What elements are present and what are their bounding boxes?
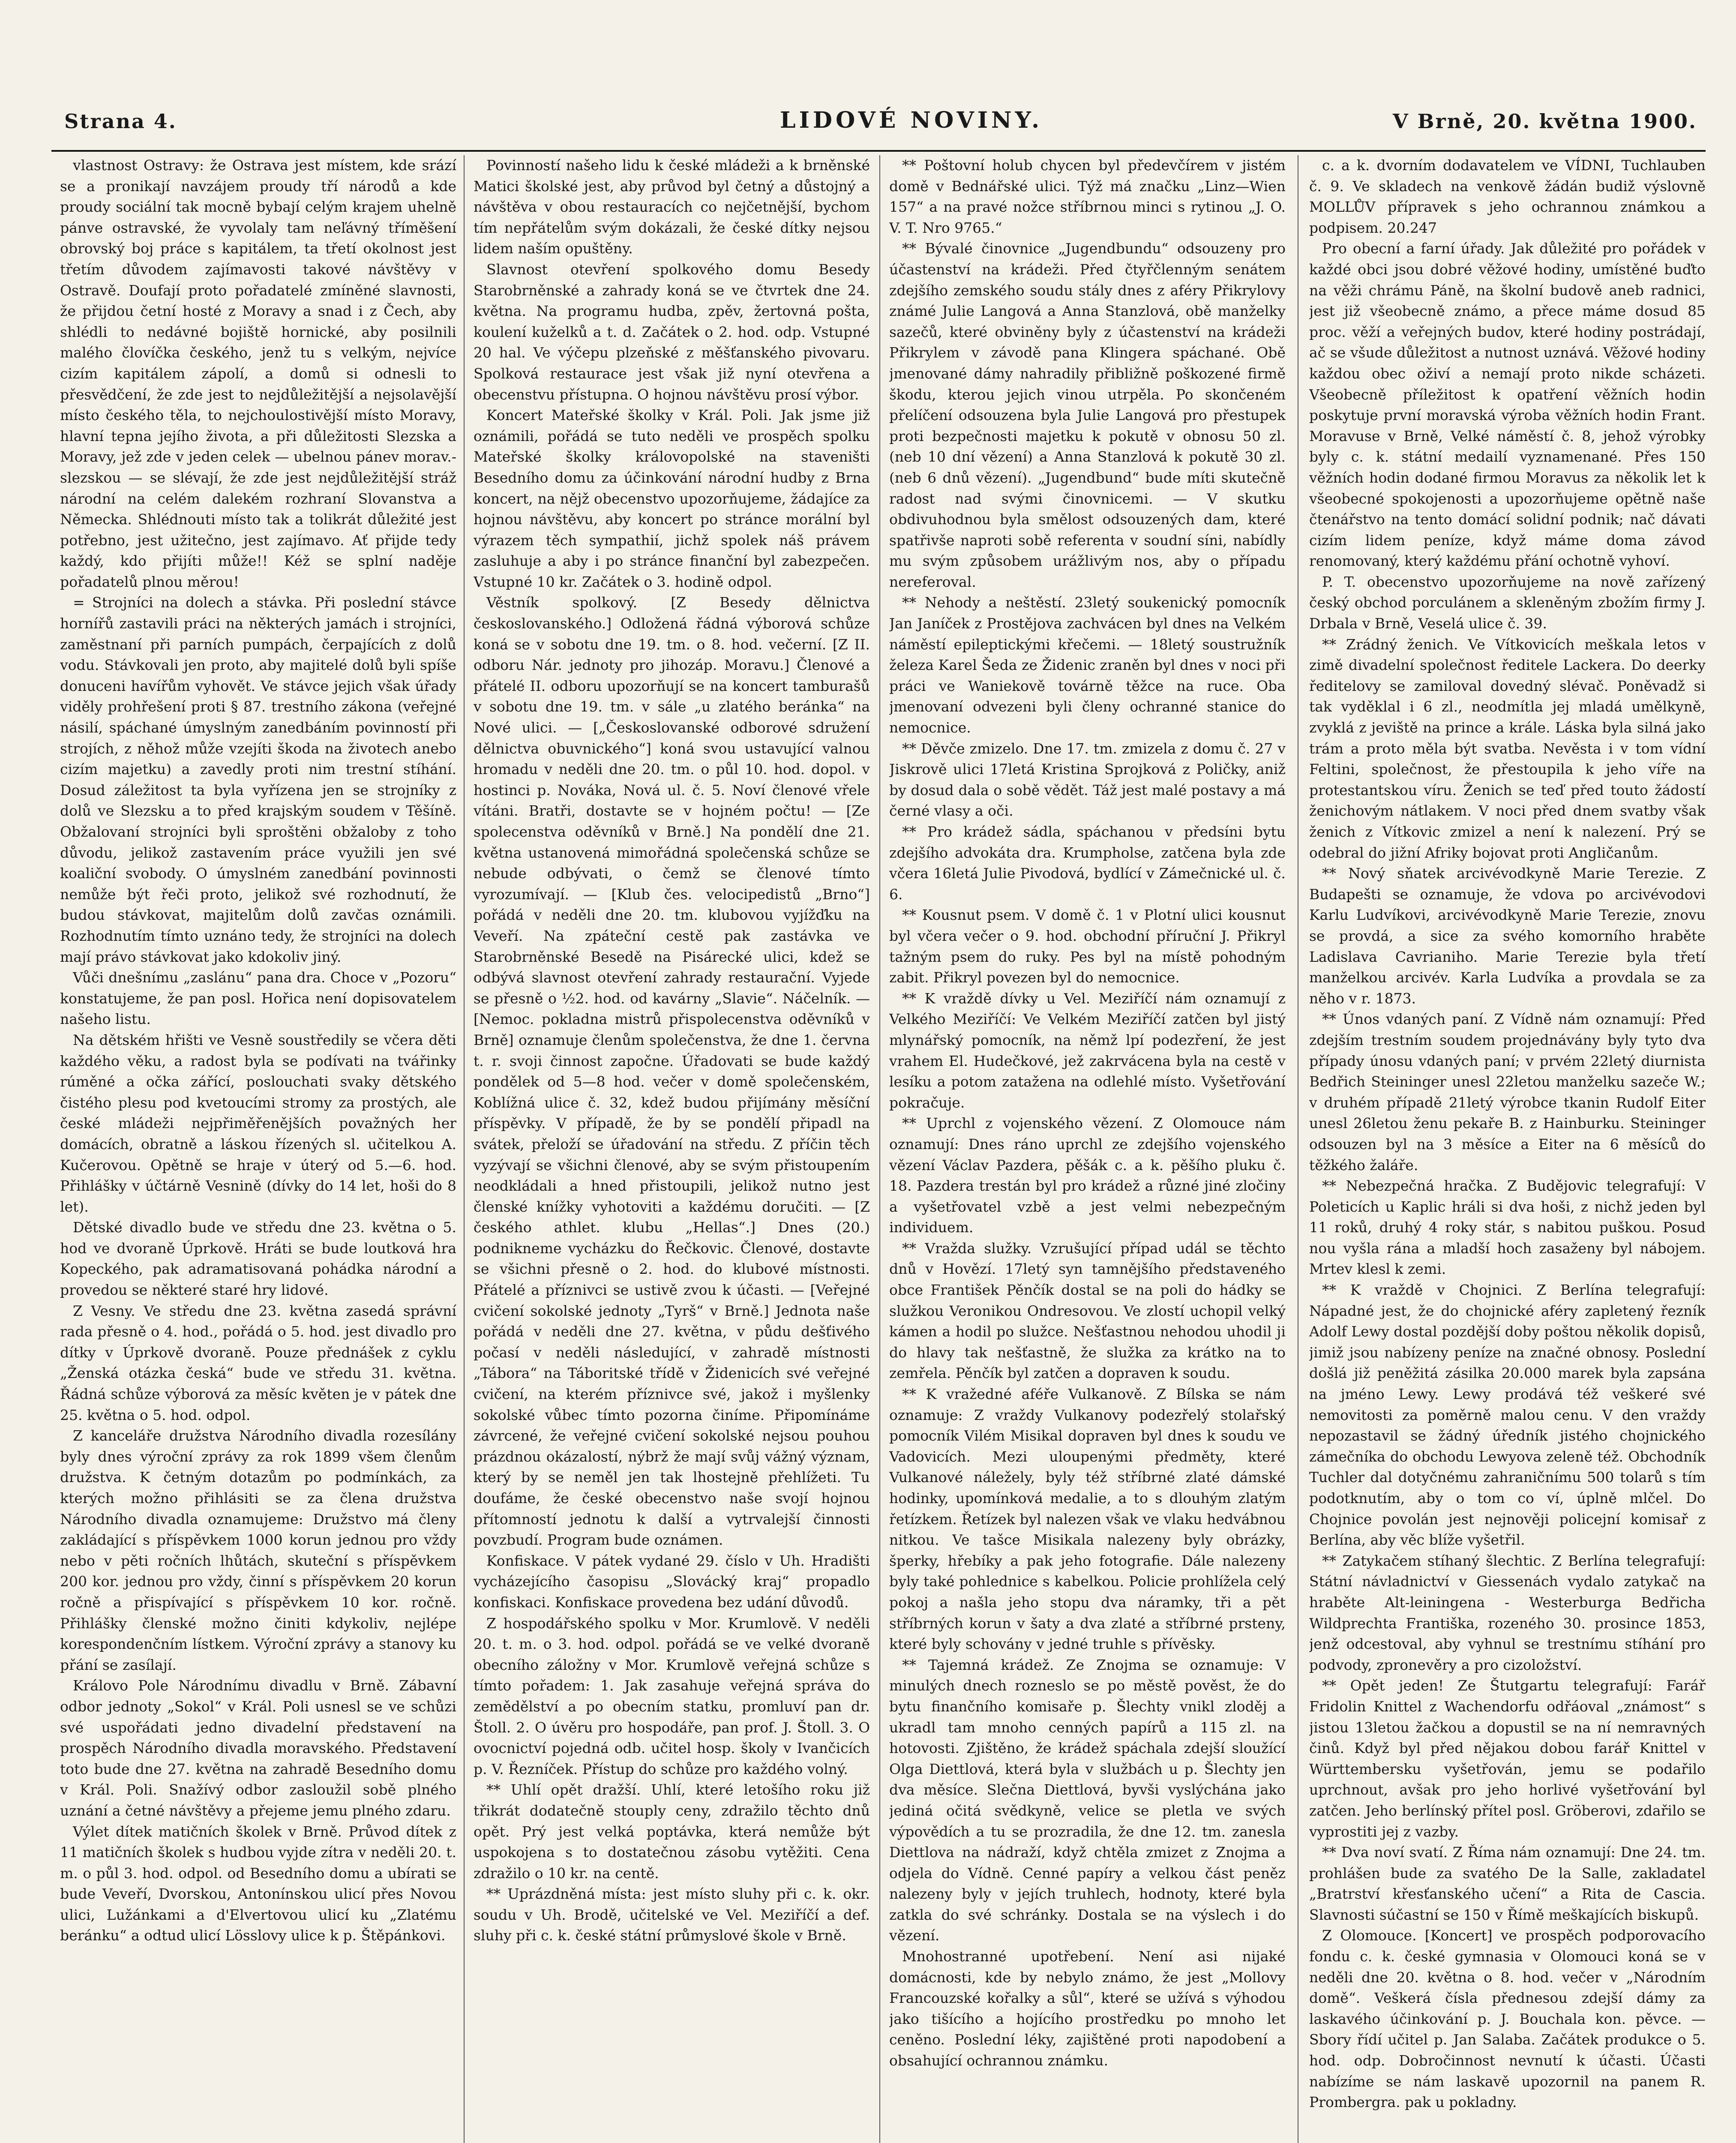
article-paragraph: ** Kousnut psem. V domě č. 1 v Plotní ulici kousnut byl včera večer o 9. hod. obchodní příruční J. Přikryl tažným psem do ruky. Pes byl na místě pohodným zabit. Přikryl povezen byl do nemocnice. (889, 906, 1286, 986)
article-paragraph: ** Zrádný ženich. Ve Vítkovicích meškala letos v zimě divadelní společnost ředitele Lackera. Do deerky ředitelovy se zamiloval dovedný slévač. Poněvadž si tak vyděklal i 6 zl., neodmítla jej mladá umělkyně, zvyklá z jeviště na prince a krále. Láska byla silná jako trám a proto měla být svatba. Nevěsta i v tom vídní Feltini, společnost, že přestoupila k jeho víře na protestantskou víru. Ženich se teď před touto žádostí ženichovým nátlakem. V noci před dnem svatby však ženich z Vítkovic zmizel a není k nalezení. Prý se odebral do jižní Afriky bojovat proti Angličanům. (1309, 636, 1706, 861)
article-paragraph: Výlet dítek matičních školek v Brně. Průvod dítek z 11 matičních školek s hudbou vyjde zítra v neděli 20. t. m. o půl 3. hod. odpol. od Besedního domu a ubírati se bude Veveří, Dvorskou, Antonínskou ulicí přes Novou ulici, Lužánkami a d'Elvertovou ulicí ku „Zlatému beránku“ a odtud ulicí Lösslovy ulice k p. Štěpánkovi. (60, 1823, 456, 1944)
article-paragraph: ** Nehody a neštěstí. 23letý soukenický pomocník Jan Janíček z Prostějova zachvácen byl dnes na Velkém náměstí epileptickými křečemi. — 18letý soustružník železa Karel Šeda ze Židenic zraněn byl dnes v noci při práci ve Waniekově továrně těžce na ruce. Oba jmenovaní odvezeni byli členy ochranné stanice do nemocnice. (889, 594, 1286, 736)
article-paragraph: Konfiskace. V pátek vydané 29. číslo v Uh. Hradišti vycházejícího časopisu „Slovácký kraj“ propadlo konfiskaci. Konfiskace provedena bez udání důvodů. (474, 1552, 870, 1611)
page-number: Strana 4. (64, 110, 177, 133)
article-paragraph: ** Tajemná krádež. Ze Znojma se oznamuje: V minulých dnech rozneslo se po městě pověst, že do bytu finančního komisaře p. Šlechty vnikl zloděj a ukradl tam mnoho cenných papírů a 115 zl. na hotovosti. Zjištěno, že krádež spáchala zdejší sloužící Olga Diettlová, která byla v službách u p. Šlechty jen dva měsíce. Slečna Diettlová, byvši vyslýchána jako jediná očitá svědkyně, velice se pletla ve svých výpovědích a tu se prozradila, že dne 12. tm. zanesla Diettlova na nádraží, když chtěla zmizet z Znojma a odjela do Vídně. Cenné papíry a velkou část peněz nalezeny byly v jejích truhlech, hodnoty, které byla zatkla do své schránky. Dostala se na výslech i do vězení. (889, 1656, 1286, 1944)
article-paragraph: Pro obecní a farní úřady. Jak důležité pro pořádek v každé obci jsou dobré věžové hodiny, umístěné buďto na věži chrámu Páně, na školní budově aneb radnici, jest již všeobecně známo, a přece máme dosud 85 proc. věží a veřejných budov, které hodiny postrádají, ač se všude důležitost a nutnost uznává. Věžové hodiny každou obec oživí a nemají proto nikde scházeti. Všeobecně příležitost k opatření věžních hodin poskytuje první moravská výroba věžních hodin Frant. Moravuse v Brně, Velké náměstí č. 8, jehož výrobky byly c. k. státní medailí vyznamenané. Přes 150 věžních hodin dodané firmou Moravus za několik let k všeobecné spokojenosti a upozorňujeme opětně naše čtenářstvo na tento domácí solidní podnik; nač dávati cizím lidem peníze, když máme doma závod renomovaný, který každému přání ochotně vyhoví. (1309, 240, 1706, 570)
article-paragraph: Povinností našeho lidu k české mládeži a k brněnské Matici školské jest, aby průvod byl četný a důstojný a návštěva v obou restauracích co nejčetnější, bychom tím nepřátelům svým dokázali, že české dítky nejsou lidem naším opuštěny. (474, 157, 870, 257)
newspaper-title: LIDOVÉ NOVINY. (780, 107, 1043, 133)
column-divider (464, 155, 465, 2143)
article-paragraph: Na dětském hřišti ve Vesně soustředily se včera děti každého věku, a radost byla se podívati na tvářinky rúměné a očka zářící, poslouchati svaky dětského čistého plesu pod kvetoucími stromy za prostých, ale české mládeži nejpřiměřenějších považných her domácích, obratně a láskou řízených sl. učitelkou A. Kučerovou. Opětně se hraje v úterý od 5.—6. hod. Přihlášky v účtárně Vesnině (dívky do 14 let, hoši do 8 let). (60, 1031, 456, 1215)
article-paragraph: ** Uprchl z vojenského vězení. Z Olomouce nám oznamují: Dnes ráno uprchl ze zdejšího vojenského vězení Václav Pazdera, pěšák c. a k. pěšího pluku č. 18. Pazdera trestán byl pro krádež a různé jiné zločiny a vyšetřovatel vzbě a jest velmi nebezpečným individuem. (889, 1115, 1286, 1236)
article-paragraph: Z Olomouce. [Koncert] ve prospěch podporovacího fondu c. k. české gymnasia v Olomouci koná se v neděli dne 20. května o 8. hod. večer v „Národním domě“. Veškerá čísla přednesou zdejší dámy za laskavého účinkování p. J. Bouchala kon. pěvce. — Sbory řídí učitel p. Jan Salaba. Začátek produkce o 5. hod. odp. Dobročinnost nevnutí k účasti. Účasti nabízíme se nám laskavě upozornil na panem R. Prombergra. pak u pokladny. (1309, 1927, 1706, 2111)
article-paragraph: Královo Pole Národnímu divadlu v Brně. Zábavní odbor jednoty „Sokol“ v Král. Poli usnesl se ve schůzi své uspořádati jedno divadelní představení na prospěch Národního divadla moravského. Představení toto bude dne 27. května na zahradě Besedního domu v Král. Poli. Snažívý odbor zasloužil sobě plného uznání a četné návštěvy a přejeme jemu plného zdaru. (60, 1677, 456, 1819)
article-paragraph: ** Nový sňatek arcivévodkyně Marie Terezie. Z Budapešti se oznamuje, že vdova po arcivévodovi Karlu Ludvíkovi, arcivévodkyně Marie Terezie, znovu se provdá, a sice za svého komorního hraběte Ladislava Cavrianiho. Marie Terezie byla třetí manželkou arcivév. Karla Ludvíka a provdala se za něho v r. 1873. (1309, 865, 1706, 1007)
article-paragraph: Dětské divadlo bude ve středu dne 23. května o 5. hod ve dvoraně Úprkově. Hráti se bude loutková hra Kopeckého, pak adramatisovaná pohádka národní a provedou se některé staré hry lidové. (60, 1219, 456, 1299)
column-4 (1309, 155, 1706, 2143)
article-paragraph: ** Uprázdněná místa: jest místo sluhy při c. k. okr. soudu v Uh. Brodě, učitelské ve Vel. Meziříčí a def. sluhy při c. k. české státní průmyslové škole v Brně. (474, 1885, 870, 1944)
article-paragraph: ** Děvče zmizelo. Dne 17. tm. zmizela z domu č. 27 v Jiskrově ulici 17letá Kristina Sprojková z Poličky, aniž by dosud dala o sobě vědět. Táž jest malé postavy a má černé vlasy a oči. (889, 740, 1286, 819)
article-paragraph: Mnohostranné upotřebení. Není asi nijaké domácnosti, kde by nebylo známo, že jest „Mollovy Francouzské kořalky a sůl“, které se užívá s výhodou jako tišícího a hojícího prostředku po mnoho let ceněno. Poslední léky, zajištěné proti napodobení a obsahující ochrannou známku. (889, 1948, 1286, 2069)
article-paragraph: Věstník spolkový. [Z Besedy dělnictva českoslovanského.] Odložená řádná výborová schůze koná se v sobotu dne 19. tm. o 8. hod. večerní. [Z II. odboru Nár. jednoty pro jihozáp. Moravu.] Členové a přátelé II. odboru upozorňují se na koncert tamburašů v sobotu dne 19. tm. v sále „u zlatého beránka“ na Nové ulici. — [„Českoslovanské odborové sdružení dělnictva obuvnického“] koná svou ustavující valnou hromadu v neděli dne 20. tm. o půl 10. hod. dopol. v hostinci p. Nováka, Nová ul. č. 5. Noví členové vřele vítáni. Bratři, dostavte se v hojném počtu! — [Ze spolecenstva oděvníků v Brně.] Na pondělí dne 21. května ustanovená mimořádná společenská schůze se nebude odbývati, o čemž se členové tímto vyrozumívají. — [Klub čes. velocipedistů „Brno“] pořádá v neděli dne 20. tm. klubovou vyjížďku na Veveří. Na zpáteční cestě pak zastávka ve Starobrněnské Besedě na Pisárecké ulici, kdež se odbývá slavnost otevření zahrady restaurační. Vyjede se přesně o ½2. hod. od kavárny „Slavie“. Náčelník. — [Nemoc. pokladna mistrů přispolecenstva oděvníků v Brně] oznamuje členům společenstva, že dne 1. června t. r. svoji činnost započne. Úřadovati se bude každý pondělek od 5—8 hod. večer v domě společenském, Koblížná ulice č. 32, kdež budou přijímány měsíční příspěvky. V případě, že by se pondělí připadl na svátek, přeloží se úřadování na středu. Z příčin těch vyzývají se všichni členové, aby se svým přistoupením neodkládali a hned přistoupili, jelikož nutno jest členské knížky vyhotoviti a každému doručiti. — [Z českého athlet. klubu „Hellas“.] Dnes (20.) podnikneme vycházku do Řečkovic. Členové, dostavte se všichni přesně o 2. hod. do klubové místnosti. Přátelé a příznivci se ustivě zvou k účasti. — [Veřejné cvičení sokolské jednoty „Tyrš“ v Brně.] Jednota naše pořádá v neděli dne 27. května, v půdu dešťivého počasí v neděli následující, v zahradě místnosti „Tábora“ na Táboritské třídě v Židenicích své veřejné cvičení, na kterém příznivce své, jakož i myšlenky sokolské vůbec tímto pozorna činíme. Připomínáme závrcené, že veřejné cvičení sokolské nejsou pouhou prázdnou okázalostí, nýbrž že mají svůj vážný význam, který by se neměl jen tak lhostejně přehlížeti. Tu doufáme, že české obecenstvo naše svojí hojnou přítomností jednotu k další a vytrvalejší činnosti povzbudí. Program bude oznámen. (474, 594, 870, 1549)
article-paragraph: ** Pro krádež sádla, spáchanou v předsíni bytu zdejšího advokáta dra. Krumpholse, zatčena byla zde včera 16letá Julie Pivodová, bydlící v Zámečnické ul. č. 6. (889, 823, 1286, 903)
article-paragraph: Z hospodářského spolku v Mor. Krumlově. V neděli 20. t. m. o 3. hod. odpol. pořádá se ve velké dvoraně obecního záložny v Mor. Krumlově veřejná schůze s tímto pořadem: 1. Jak zasahuje veřejná správa do zemědělství a po obecním statku, promluví pan dr. Štoll. 2. O úvěru pro hospodáře, pan prof. J. Štoll. 3. O ovocnictví pojedná odb. učitel hosp. školy v Ivančicích p. V. Řezníček. Přístup do schůze pro každého volný. (474, 1615, 870, 1777)
article-paragraph: ** Vražda služky. Vzrušující případ udál se těchto dnů v Hovězí. 17letý syn tamnějšího představeného obce František Pěnčík dostal se na poli do hádky se služkou Veronikou Ondresovou. Ve zlostí uchopil velký kámen a hodil po služce. Nešťastnou nehodou uhodil ji do hlavy tak nešťastně, že služka za krátko na to zemřela. Pěnčík byl zatčen a dopraven k soudu. (889, 1240, 1286, 1382)
column-1 (60, 155, 456, 2143)
article-paragraph: = Strojníci na dolech a stávka. Při poslední stávce hornířů zastavili práci na některých jamách i strojníci, zaměstnaní při parních pumpách, čerpajících z dolů vodu. Stávkovali jen proto, aby majitelé dolů byli spíše donuceni havířům vyhovět. Ve stávce jejich však úřady viděly prohřešení proti § 87. trestního zákona (veřejné násilí, spáchané úmyslným zanedbáním povinností při strojích, z něhož může vzejíti škoda na životech anebo cizím majetku) a zavedly proti nim trestní stíhání. Dosud záležitost ta byla vyřízena jen se strojníky z dolů ve Slezsku a to před krajským soudem v Těšíně. Obžalovaní strojníci byli sproštěni obžaloby z toho důvodu, jelikož zastavením práce využili jen své koaliční svobody. O úmyslném zanedbání povinnosti nemůže být řeči proto, jelikož své rozhodnutí, že budou stávkovat, majitelům dolů zavčas oznámili. Rozhodnutím tímto uznáno tedy, že strojníci na dolech mají právo stávkovat jako kdokoliv jiný. (60, 594, 456, 965)
issue-date: V Brně, 20. května 1900. (1392, 110, 1697, 133)
article-paragraph: ** Dva noví svatí. Z Říma nám oznamují: Dne 24. tm. prohlášen bude za svatého De la Salle, zakladatel „Bratrství křesťanského učení“ a Rita de Cascia. Slavnosti súčastní se 150 v Římě meškajících biskupů. (1309, 1844, 1706, 1923)
column-2 (474, 155, 870, 2143)
masthead (51, 107, 1706, 133)
article-paragraph: P. T. obecenstvo upozorňujeme na nově zařízený český obchod porculánem a skleněným zbožím firmy J. Drbala v Brně, Veselá ulice č. 39. (1309, 573, 1706, 632)
article-paragraph: Koncert Mateřské školky v Král. Poli. Jak jsme již oznámili, pořádá se tuto neděli ve prospěch spolku Mateřské školky královopolské na staveništi Besedního domu za účinkování národní hudby z Brna koncert, na nějž obecenstvo upozorňujeme, žádajíce za hojnou návštěvu, aby koncert po stránce morální byl výrazem těch sympathií, jichž spolek náš právem zasluhuje a aby i po stránce finanční byl zabezpečen. Vstupné 10 kr. Začátek o 3. hodině odpol. (474, 407, 870, 590)
article-paragraph: c. a k. dvorním dodavatelem ve VÍDNI, Tuchlauben č. 9. Ve skladech na venkově žádán budiž výslovně MOLLŮV přípravek s jeho ochrannou známkou a podpisem. 20.247 (1309, 157, 1706, 236)
article-paragraph: ** Nebezpečná hračka. Z Budějovic telegrafují: V Poleticích u Kaplic hráli si dva hoši, z nichž jeden byl 11 roků, druhý 4 roky stár, s nabitou puškou. Posud nou vyšla rána a mladší hoch zasaženy byl nábojem. Mrtev klesl k zemi. (1309, 1177, 1706, 1278)
article-paragraph: ** Uhlí opět dražší. Uhlí, které letošího roku již třikrát dodatečně stouply ceny, zdražilo těchto dnů opět. Prý jest velká poptávka, která nemůže být uspokojena s to dostatečnou zásobu vytěžiti. Cena zdražilo o 10 kr. na centě. (474, 1781, 870, 1882)
article-paragraph: ** K vraždě v Chojnici. Z Berlína telegrafují: Nápadné jest, že do chojnické aféry zapletený řezník Adolf Lewy dostal pozdější doby poštou několik dopisů, jimiž jsou nabízeny peníze na značné obnosy. Poslední došlá již peněžitá zásilka 20.000 marek byla zapsána na jméno Lewy. Lewy prodává též veškeré své nemovitosti za poměrně malou cenu. V den vraždy nepozastavil se žádný úředník jistého chojnického zámečníka do obchodu Lewyova zeleně též. Obchodník Tuchler dal dotyčnému zahraničnímu 500 tolarů s tím podotknutím, aby o tom co ví, úplně mlčel. Do Chojnice povolán jest nejnověji policejní komisař z Berlína, aby věc blíže vyšetřil. (1309, 1282, 1706, 1549)
article-paragraph: ** Bývalé činovnice „Jugendbundu“ odsouzeny pro účastenství na krádeži. Před čtyřčlenným senátem zdejšího zemského soudu stály dnes z aféry Přikrylovy známé Julie Langová a Anna Stanzlová, obě manželky sazečů, které obviněny byly z účastenství na krádeži Přikrylem v závodě pana Klingera spáchané. Obě jmenované dámy nahradily přibližně poškozené firmě škodu, kterou jejich vinou utrpěla. Po skončeném přelíčení odsouzena byla Julie Langová pro přestupek proti bezpečnosti majetku k pokutě v obnosu 50 zl. (neb 10 dní vězení) a Anna Stanzlová k pokutě 30 zl. (neb 6 dnů vězení). „Jugendbund“ bude míti skutečně radost nad svými činovnicemi. — V skutku obdivuhodnou byla smělost odsouzených dam, které spatřivše naproti sobě referenta v soudní síni, nabídly mu svým způsobem urážlivým nos, aby o případu nereferoval. (889, 240, 1286, 590)
article-paragraph: ** Poštovní holub chycen byl předevčírem v jistém domě v Bednářské ulici. Týž má značku „Linz—Wien 157“ a na pravé nožce stříbrnou minci s rytinou „J. O. V. T. Nro 9765.“ (889, 157, 1286, 236)
article-paragraph: ** Zatykačem stíhaný šlechtic. Z Berlína telegrafují: Státní návladnictví v Giessenách vydalo zatykač na hraběte Alt-leiningena - Westerburga Bedřicha Wildprechta Františka, rozeného 30. prosince 1853, jenž odcestoval, aby vyhnul se trestnímu stíhání pro podvody, zpronevěry a pro cizoložství. (1309, 1552, 1706, 1673)
article-paragraph: vlastnost Ostravy: že Ostrava jest místem, kde srází se a pronikají navzájem proudy tří národů a kde proudy sociální tak mocně bybají celým krajem uhelně pánve ostravské, že vyvolaly tam neľávný tříměšení obrovský boj práce s kapitálem, ta třetí okolnost jest třetím důvodem zajímavosti takové návštěvy v Ostravě. Doufají proto pořadatelé zmíněné slavnosti, že přijdou četní hosté z Moravy a snad i z Čech, aby shlédli to nedávné bojiště hornické, aby posilnili malého človíčka českého, jenž tu s velkým, nejvíce cizím kapitálem zápolí, a domů si odnesli to přesvědčení, že zde jest to nejdůležitější a nejsolavější místo českého těla, to nejchoulostivější místo Moravy, hlavní tepna jejího života, a při důležitosti Slezska a Moravy, jež zde v jeden celek — ubelnou pánev morav.-slezskou — se slévají, že zde jest nejdůležitější stráž národní na celém dalekém rozhraní Slovanstva a Německa. Shlédnouti místo tak a tolikrát důležité jest potřebno, jest užitečno, jest zajímavo. Ať přijde tedy každý, kdo přijíti může!! Kéž se splní naděje pořadatelů plnou měrou! (60, 157, 456, 590)
article-paragraph: ** Opět jeden! Ze Štutgartu telegrafují: Farář Fridolin Knittel z Wachendorfu odřáoval „známost“ s jistou 13letou žačkou a dopustil se na ní nemravných činů. Když byl před nějakou dobou farář Knittel v Württembersku vyšetřován, jemu se podařilo uprchnout, avšak pro jeho horlivé vyšetřování byl zatčen. Jeho berlínský přítel posl. Gröberovi, zdařilo se vyprostiti jej z vazby. (1309, 1677, 1706, 1840)
masthead-rule (51, 150, 1706, 152)
article-paragraph: Slavnost otevření spolkového domu Besedy Starobrněnské a zahrady koná se ve čtvrtek dne 24. května. Na programu hudba, zpěv, žertovná pošta, koulení kuželků a t. d. Začátek o 2. hod. odp. Vstupné 20 hal. Ve výčepu plzeňské z měšťanského pivovaru. Spolková restaurace jest však již nyní otevřena a obecenstvu přístupna. O hojnou návštěvu prosí výbor. (474, 261, 870, 403)
article-paragraph: ** Únos vdaných paní. Z Vídně nám oznamují: Před zdejším trestním soudem projednávány byly tyto dva případy únosu vdaných paní; v prvém 22letý diurnista Bedřich Steininger unesl 22letou manželku sazeče W.; v druhém případě 21letý výrobce tkanin Rudolf Eiter unesl 26letou ženu pekaře B. z Hainburku. Steininger odsouzen byl na 3 měsíce a Eiter na 6 měsíců do těžkého žaláře. (1309, 1011, 1706, 1174)
article-paragraph: ** K vraždě dívky u Vel. Meziříčí nám oznamují z Velkého Meziříčí: Ve Velkém Meziříčí zatčen byl jistý mlynářský pomocník, na němž lpí podezření, že jest vrahem El. Hudečkové, jež zakrvácena byla na cestě v lesíku a potom zatažena na odlehlé místo. Vyšetřování pokračuje. (889, 990, 1286, 1111)
column-divider (879, 155, 880, 2143)
article-paragraph: ** K vražedné aféře Vulkanově. Z Bílska se nám oznamuje: Z vraždy Vulkanovy podezřelý stolařský pomocník Vilém Misikal dopraven byl dnes k soudu ve Vadovicích. Mezi uloupenými předměty, které Vulkanové náležely, byly též stříbrné zlaté dámské hodinky, upomínková medalie, a to s dlouhým zlatým řetízkem. Řetízek byl nalezen však ve vlaku hedvábnou nitkou. Ve tašce Misikala nalezeny byly obrázky, šperky, hřebíky a pak jeho fotografie. Dále nalezeny byly také pohlednice s kabelkou. Policie prohlížela celý pokoj a našla jeho stopu dva náramky, tři a pět stříbrných korun v šaty a dva zlaté a stříbrné prsteny, které byly schovány v jedné truhle s přívěsky. (889, 1386, 1286, 1653)
column-3 (889, 155, 1286, 2143)
article-columns (51, 155, 1706, 2143)
article-paragraph: Z kanceláře družstva Národního divadla rozesílány byly dnes výroční zprávy za rok 1899 všem členům družstva. K četným dotazům po podmínkách, za kterých možno přihlásiti se za člena družstva Národního divadla oznamujeme: Družstvo má členy zakládající s příspěvkem 1000 korun jednou pro vždy nebo v pěti ročních lhůtách, skuteční s příspěvkem 200 kor. jednou pro vždy, činní s příspěvkem 20 korun ročně a přispívající s příspěvkem 10 kor. ročně. Přihlášky členské možno činiti kdykoliv, nejlépe korespondenčním lístkem. Výroční zprávy a stanovy ku přání se zasílají. (60, 1427, 456, 1673)
article-paragraph: Vůči dnešnímu „zaslánu“ pana dra. Choce v „Pozoru“ konstatujeme, že pan posl. Hořica není dopisovatelem našeho listu. (60, 969, 456, 1028)
article-paragraph: Z Vesny. Ve středu dne 23. května zasedá správní rada přesně o 4. hod., pořádá o 5. hod. jest divadlo pro dítky v Úprkově dvoraně. Pouze přednášek z cyklu „Ženská otázka česká“ bude ve středu 31. května. Řádná schůze výborová za měsíc květen je v pátek dne 25. května o 5. hod. odpol. (60, 1302, 456, 1423)
